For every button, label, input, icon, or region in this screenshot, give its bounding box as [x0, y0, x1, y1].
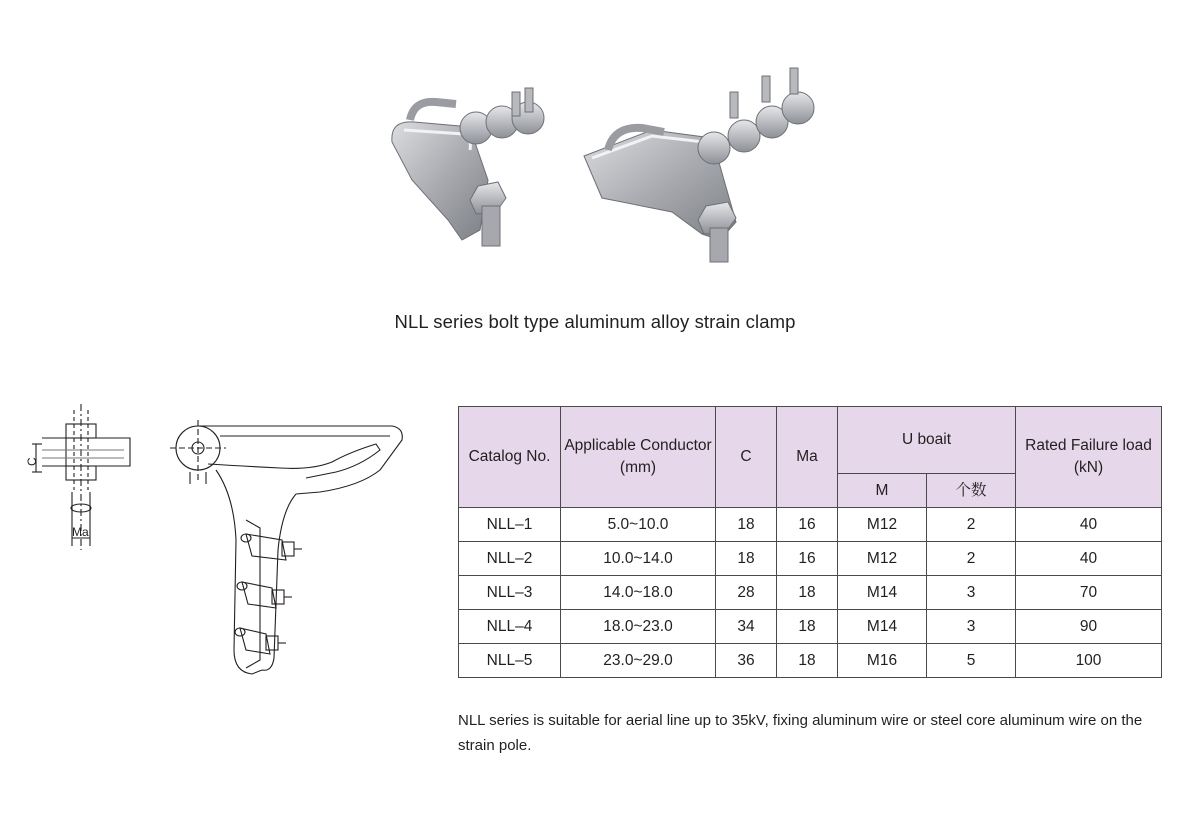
large-clamp-image: [584, 68, 814, 262]
cell-load: 100: [1016, 644, 1162, 678]
cell-conductor: 5.0~10.0: [561, 508, 716, 542]
cell-count: 2: [927, 508, 1016, 542]
small-clamp-image: [392, 88, 544, 246]
header-applicable-conductor: Applicable Conductor (mm): [561, 407, 716, 508]
header-m: M: [838, 474, 927, 508]
cell-c: 34: [716, 610, 777, 644]
cell-catalog: NLL–3: [459, 576, 561, 610]
cell-c: 18: [716, 508, 777, 542]
cell-ma: 16: [777, 542, 838, 576]
ma-dimension-label: Ma: [72, 525, 89, 539]
cell-conductor: 14.0~18.0: [561, 576, 716, 610]
cell-m: M16: [838, 644, 927, 678]
u-bolt-upper: [241, 534, 302, 560]
cell-ma: 16: [777, 508, 838, 542]
cell-m: M12: [838, 508, 927, 542]
cell-load: 40: [1016, 508, 1162, 542]
header-count: 个数: [927, 474, 1016, 508]
section-view: [25, 404, 130, 550]
cell-m: M14: [838, 576, 927, 610]
cell-c: 18: [716, 542, 777, 576]
cell-ma: 18: [777, 576, 838, 610]
cell-conductor: 10.0~14.0: [561, 542, 716, 576]
table-row: [459, 576, 1162, 610]
cell-load: 70: [1016, 576, 1162, 610]
header-c: C: [716, 407, 777, 508]
cell-c: 28: [716, 576, 777, 610]
cell-ma: 18: [777, 644, 838, 678]
cell-c: 36: [716, 644, 777, 678]
cell-conductor: 18.0~23.0: [561, 610, 716, 644]
technical-drawing: [20, 400, 420, 690]
cell-count: 2: [927, 542, 1016, 576]
cell-count: 3: [927, 576, 1016, 610]
cell-m: M14: [838, 610, 927, 644]
cell-load: 40: [1016, 542, 1162, 576]
usage-note: NLL series is suitable for aerial line up to 35kV, fixing aluminum wire or steel core aluminum wire on the strain pole.: [458, 712, 1143, 754]
cell-catalog: NLL–2: [459, 542, 561, 576]
cell-count: 3: [927, 610, 1016, 644]
cell-load: 90: [1016, 610, 1162, 644]
table-row: [459, 508, 1162, 542]
table-row: [459, 610, 1162, 644]
header-u-bolt: U boait: [838, 407, 1016, 474]
cell-catalog: NLL–4: [459, 610, 561, 644]
specification-table: [458, 406, 1162, 678]
table-row: [459, 644, 1162, 678]
cell-catalog: NLL–1: [459, 508, 561, 542]
table-row: [459, 542, 1162, 576]
header-ma: Ma: [777, 407, 838, 508]
product-photo: [352, 30, 830, 294]
product-caption: NLL series bolt type aluminum alloy strain clamp: [394, 311, 796, 332]
profile-view: [170, 420, 402, 674]
header-catalog-no: Catalog No.: [459, 407, 561, 508]
cell-count: 5: [927, 644, 1016, 678]
c-dimension-label: C: [25, 457, 39, 466]
cell-m: M12: [838, 542, 927, 576]
cell-catalog: NLL–5: [459, 644, 561, 678]
u-bolt-middle: [237, 582, 292, 608]
cell-ma: 18: [777, 610, 838, 644]
cell-conductor: 23.0~29.0: [561, 644, 716, 678]
header-rated-failure-load: Rated Failure load (kN): [1016, 407, 1162, 508]
